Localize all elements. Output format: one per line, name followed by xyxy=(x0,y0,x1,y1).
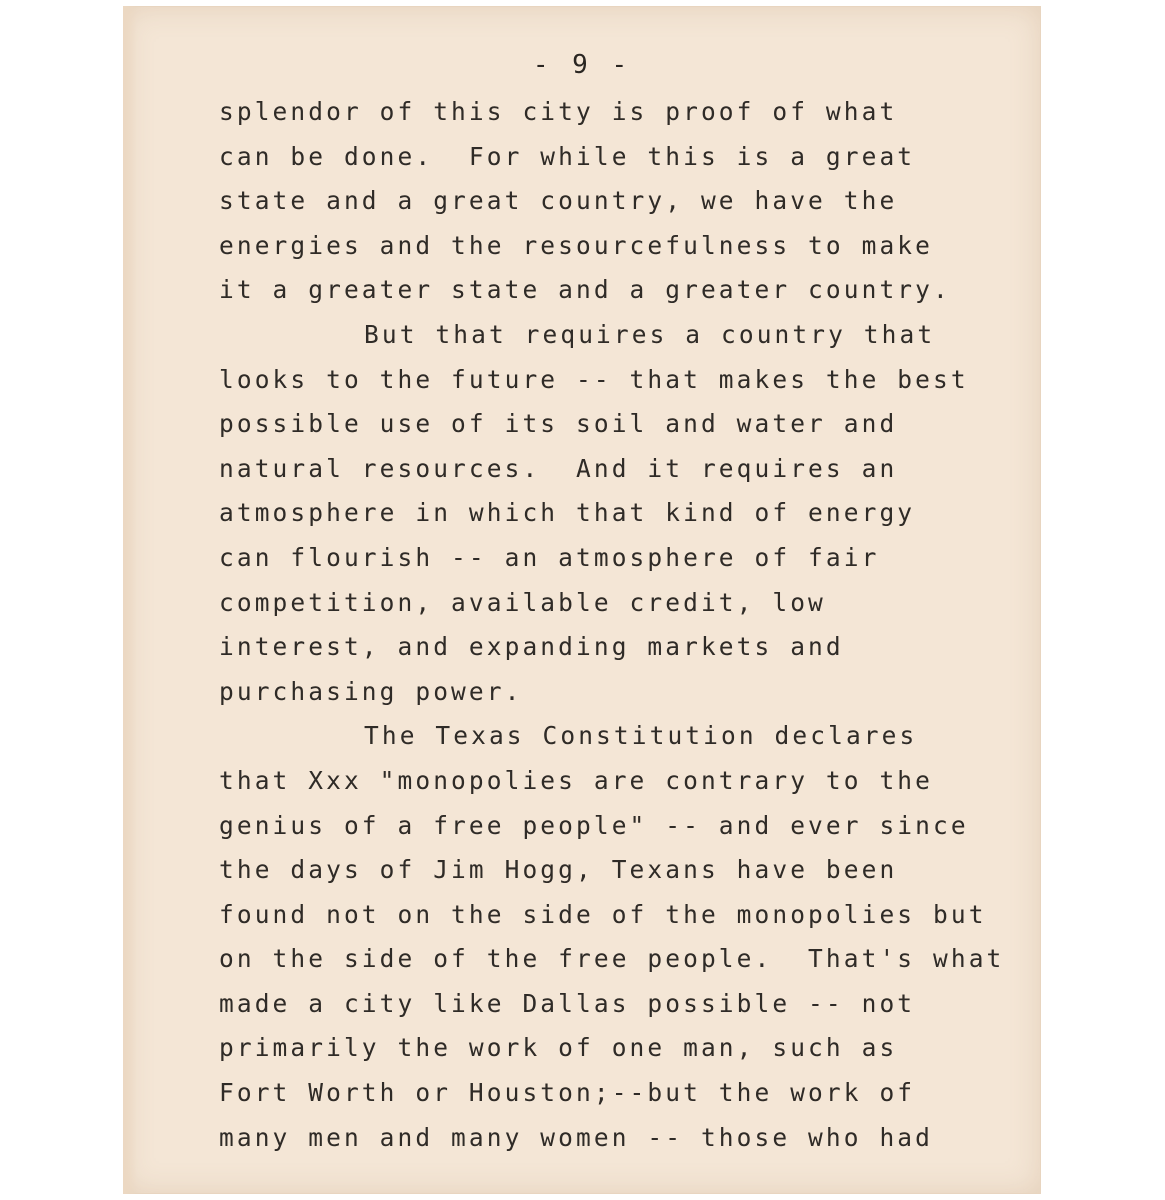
text-line: competition, available credit, low xyxy=(219,587,826,617)
text-line: looks to the future -- that makes the best xyxy=(219,364,969,394)
paragraph-start-line: But that requires a country that xyxy=(364,319,936,349)
text-line: purchasing power. xyxy=(219,676,523,706)
text-line: can flourish -- an atmosphere of fair xyxy=(219,542,880,572)
text-line: possible use of its soil and water and xyxy=(219,409,898,439)
text-line: interest, and expanding markets and xyxy=(219,632,844,662)
text-line: splendor of this city is proof of what xyxy=(219,97,898,126)
page-edge-shading xyxy=(123,6,137,1194)
page-number: - 9 - xyxy=(532,50,632,80)
text-line: atmosphere in which that kind of energy xyxy=(219,498,916,528)
text-line: can be done. For while this is a great xyxy=(219,141,916,171)
text-line: genius of a free people" -- and ever since xyxy=(219,810,969,840)
text-line: state and a great country, we have the xyxy=(219,186,898,216)
text-line: on the side of the free people. That's what xyxy=(219,944,1005,974)
text-line: found not on the side of the monopolies but xyxy=(219,899,987,929)
text-line: made a city like Dallas possible -- not xyxy=(219,988,916,1018)
text-line: it a greater state and a greater country. xyxy=(219,275,951,305)
text-line: the days of Jim Hogg, Texans have been xyxy=(219,855,898,885)
text-line: many men and many women -- those who had xyxy=(219,1122,934,1152)
typed-page xyxy=(123,6,1041,1194)
text-line: that Xxx "monopolies are contrary to the xyxy=(219,765,934,795)
text-line: natural resources. And it requires an xyxy=(219,453,898,483)
paragraph-start-line: The Texas Constitution declares xyxy=(364,721,918,751)
text-line: primarily the work of one man, such as xyxy=(219,1033,898,1063)
typed-text-body xyxy=(219,90,1019,1160)
text-line: Fort Worth or Houston;--but the work of xyxy=(219,1078,916,1108)
text-line: energies and the resourcefulness to make xyxy=(219,230,934,260)
